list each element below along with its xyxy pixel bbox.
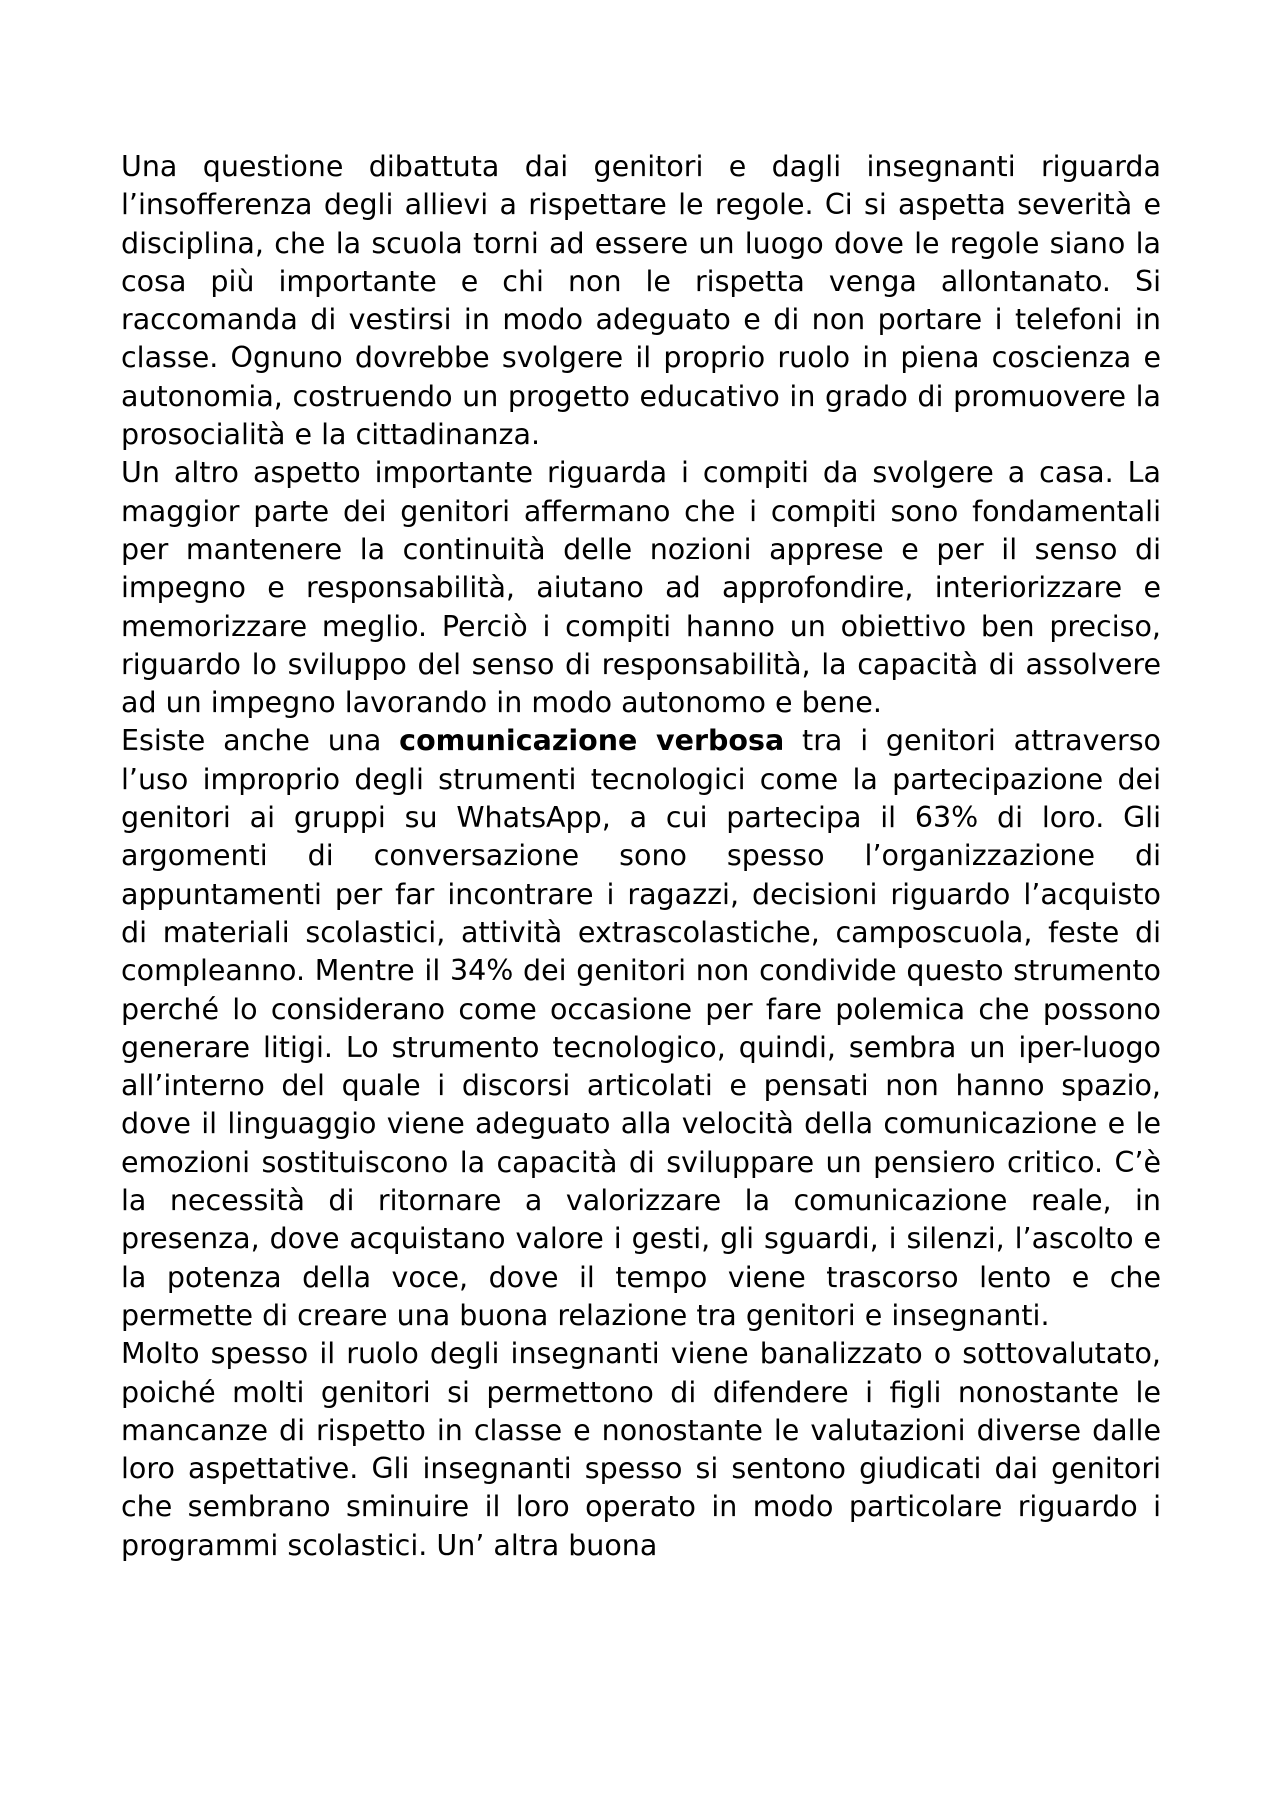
document-page: [121, 148, 1161, 1565]
paragraph-rules: Una questione dibattuta dai genitori e dagli insegnanti riguarda l’insofferenza degli allievi a rispettare le regole. Ci si aspetta severità e disciplina, che la scuola torni ad essere un luogo dove le regole siano la cosa più importante e chi non le rispetta venga allontanato. Si raccomanda di vestirsi in modo adeguato e di non portare i telefoni in classe. Ognuno dovrebbe svolgere il proprio ruolo in piena coscienza e autonomia, costruendo un progetto educativo in grado di promuovere la prosocialità e la cittadinanza.: [121, 150, 1161, 452]
bold-term-comunicazione-verbosa: comunicazione verbosa: [399, 724, 785, 758]
paragraph-communication-body: tra i genitori attraverso l’uso improprio degli strumenti tecnologici come la partecipazione dei genitori ai gruppi su WhatsApp, a cui partecipa il 63% di loro. Gli argomenti di conversazione sono spesso l’organizzazione di appuntamenti per far incontrare i ragazzi, decisioni riguardo l’acquisto di materiali scolastici, attività extrascolastiche, camposcuola, feste di compleanno. Mentre il 34% dei genitori non condivide questo strumento perché lo considerano come occasione per fare polemica che possono generare litigi. Lo strumento tecnologico, quindi, sembra un iper-luogo all’interno del quale i discorsi articolati e pensati non hanno spazio, dove il linguaggio viene adeguato alla velocità della comunicazione e le emozioni sostituiscono la capacità di sviluppare un pensiero critico. C’è la necessità di ritornare a valorizzare la comunicazione reale, in presenza, dove acquistano valore i gesti, gli sguardi, i silenzi, l’ascolto e la potenza della voce, dove il tempo viene trascorso lento e che permette di creare una buona relazione tra genitori e insegnanti.: [121, 724, 1161, 1332]
paragraph-teacher-role: Molto spesso il ruolo degli insegnanti viene banalizzato o sottovalutato, poiché molti genitori si permettono di difendere i figli nonostante le mancanze di rispetto in classe e nonostante le valutazioni diverse dalle loro aspettative. Gli insegnanti spesso si sentono giudicati dai genitori che sembrano sminuire il loro operato in modo particolare riguardo i programmi scolastici. Un’ altra buona: [121, 1337, 1161, 1562]
paragraph-communication: [121, 722, 1161, 1335]
paragraph-communication-intro: Esiste anche una: [121, 724, 400, 758]
paragraph-homework: Un altro aspetto importante riguarda i compiti da svolgere a casa. La maggior parte dei genitori affermano che i compiti sono fondamentali per mantenere la continuità delle nozioni apprese e per il senso di impegno e responsabilità, aiutano ad approfondire, interiorizzare e memorizzare meglio. Perciò i compiti hanno un obiettivo ben preciso, riguardo lo sviluppo del senso di responsabilità, la capacità di assolvere ad un impegno lavorando in modo autonomo e bene.: [121, 456, 1161, 720]
